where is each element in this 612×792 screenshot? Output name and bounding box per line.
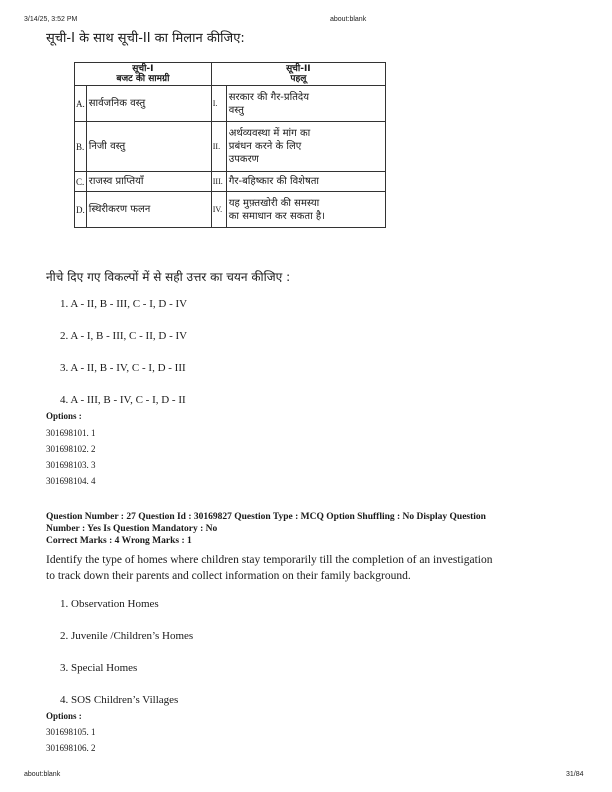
print-url-header: about:blank bbox=[330, 16, 367, 23]
question-text-line: to track down their parents and collect information on their family background. bbox=[46, 570, 411, 582]
answer-choice-4: 4. SOS Children’s Villages bbox=[60, 694, 179, 706]
options-label: Options : bbox=[46, 411, 82, 421]
option-id: 301698102. 2 bbox=[46, 444, 96, 454]
list-2-subtitle: पहलू bbox=[290, 74, 307, 84]
row-key: A. bbox=[75, 86, 87, 122]
list-2-item-line: प्रबंधन करने के लिए bbox=[228, 141, 302, 152]
list-2-item bbox=[226, 172, 385, 192]
list-2-item-line: का समाधान कर सकता है। bbox=[228, 210, 325, 222]
list-1-title: सूची-I bbox=[132, 64, 154, 74]
option-id: 301698106. 2 bbox=[46, 743, 96, 753]
list-1-item: राजस्व प्राप्तियाँ bbox=[86, 172, 211, 192]
print-url-footer: about:blank bbox=[24, 771, 61, 778]
table-row bbox=[75, 172, 386, 192]
question-title: सूची-I के साथ सूची-II का मिलान कीजिए: bbox=[46, 31, 245, 46]
list-1-item: स्थिरीकरण फलन bbox=[86, 192, 211, 228]
table-row bbox=[75, 192, 386, 228]
question-text bbox=[46, 552, 586, 584]
options-label: Options : bbox=[46, 711, 82, 721]
table-row bbox=[75, 122, 386, 172]
row-key: C. bbox=[75, 172, 87, 192]
list-2-item bbox=[226, 192, 385, 228]
list-2-item-line: वस्तु bbox=[228, 104, 244, 116]
option-id: 301698105. 1 bbox=[46, 727, 96, 737]
list-2-item-line: उपकरण bbox=[228, 154, 259, 165]
list-2-title: सूची-II bbox=[286, 64, 311, 74]
row-numeral: I. bbox=[211, 86, 226, 122]
print-datetime: 3/14/25, 3:52 PM bbox=[24, 16, 78, 23]
print-page-number: 31/84 bbox=[566, 771, 584, 778]
list-2-item-line: अर्थव्यवस्था में मांग का bbox=[228, 128, 311, 139]
list-2-item-line: सरकार की गैर-प्रतिदेय bbox=[228, 91, 310, 103]
list-1-item: निजी वस्तु bbox=[86, 122, 211, 172]
row-numeral: IV. bbox=[211, 192, 226, 228]
match-table bbox=[74, 62, 386, 228]
answer-choice-1: 1. Observation Homes bbox=[60, 598, 159, 610]
list-2-header bbox=[211, 63, 385, 86]
answer-choice-2: 2. Juvenile /Children’s Homes bbox=[60, 630, 194, 642]
table-header-row bbox=[75, 63, 386, 86]
answer-choice-3: 3. Special Homes bbox=[60, 662, 138, 674]
option-id: 301698104. 4 bbox=[46, 476, 96, 486]
question-text-line: Identify the type of homes where children stay temporarily till the completion of an investigation bbox=[46, 554, 493, 566]
list-2-item-line: गैर-बहिष्कार की विशेषता bbox=[228, 176, 320, 187]
option-id: 301698101. 1 bbox=[46, 428, 96, 438]
question-meta bbox=[46, 511, 586, 547]
row-numeral: III. bbox=[211, 172, 226, 192]
answer-choice-4: 4. A - III, B - IV, C - I, D - II bbox=[60, 394, 186, 406]
table-row bbox=[75, 86, 386, 122]
question-meta-line: Question Number : 27 Question Id : 30169827 Question Type : MCQ Option Shuffling : No Display Question bbox=[46, 512, 486, 522]
list-2-item bbox=[226, 86, 385, 122]
answer-choice-3: 3. A - II, B - IV, C - I, D - III bbox=[60, 362, 186, 374]
list-2-item bbox=[226, 122, 385, 172]
list-1-item: सार्वजनिक वस्तु bbox=[86, 86, 211, 122]
answer-choice-1: 1. A - II, B - III, C - I, D - IV bbox=[60, 298, 188, 310]
answer-choice-2: 2. A - I, B - III, C - II, D - IV bbox=[60, 330, 188, 342]
row-key: D. bbox=[75, 192, 87, 228]
list-2-item-line: यह मुफ़्तखोरी की समस्या bbox=[228, 197, 320, 209]
option-id: 301698103. 3 bbox=[46, 460, 96, 470]
question-meta-line: Number : Yes Is Question Mandatory : No bbox=[46, 524, 218, 534]
list-1-header bbox=[75, 63, 212, 86]
answer-instruction: नीचे दिए गए विकल्पों में से सही उत्तर का चयन कीजिए : bbox=[46, 270, 291, 284]
list-1-subtitle: बजट की सामग्री bbox=[116, 74, 170, 84]
row-numeral: II. bbox=[211, 122, 226, 172]
question-marks: Correct Marks : 4 Wrong Marks : 1 bbox=[46, 536, 192, 546]
row-key: B. bbox=[75, 122, 87, 172]
